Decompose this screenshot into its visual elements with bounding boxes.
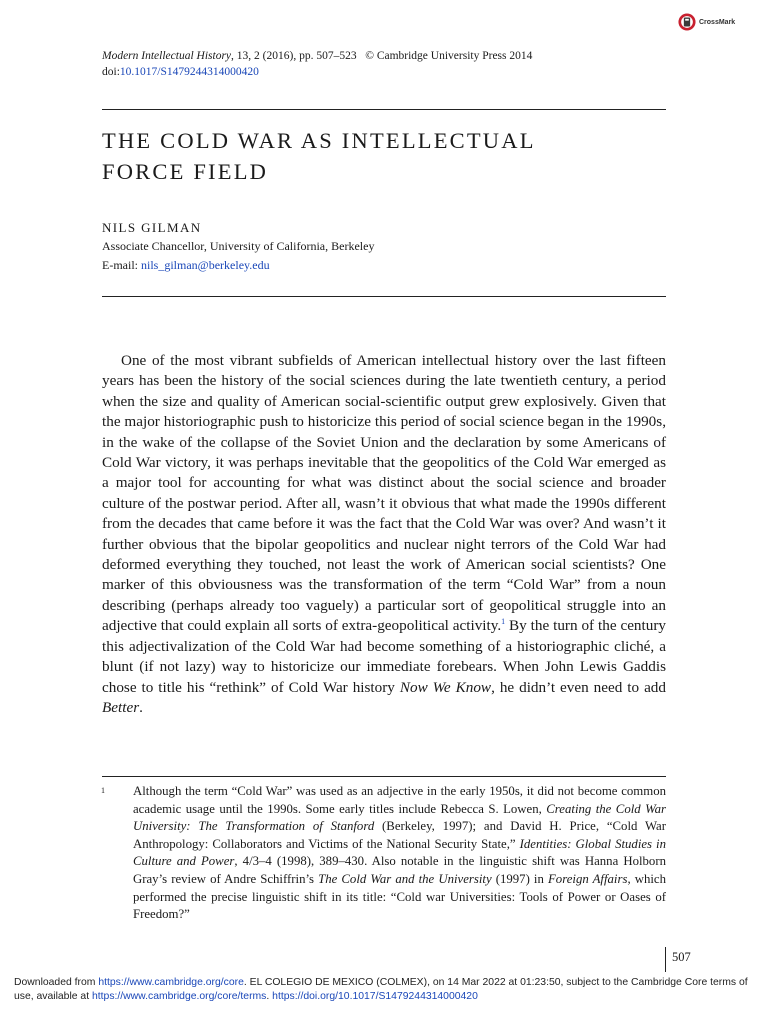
citation-details: , 13, 2 (2016), pp. 507–523 xyxy=(231,50,357,62)
footnote-text xyxy=(133,783,666,924)
download-text-3: . xyxy=(266,991,273,1002)
crossmark-label: CrossMark xyxy=(699,18,736,26)
body-text-end: . xyxy=(139,698,143,716)
title-block-rule xyxy=(102,296,666,297)
body-text-part-1: One of the most vibrant subfields of American intellectual history over the last fifteen years has been the history of the social sciences during the late twentieth century, a period when the size and quality of American social-scientific output grew explosively. Given that the major historiographic push to historicize this period of social science began in the 1990s, in the wake of the collapse of the Soviet Union and the declaration by some Americans of Cold War victory, it was perhaps inevitable that the geopolitics of the Cold War emerged as a major tool for accounting for what was distinct about the social science and broader culture of the postwar period. After all, wasn’t it obvious that what made the 1990s different from the decades that came before it was the fact that the Cold War was over? And wasn’t it further obvious that the bipolar geopolitics and nuclear night terrors of the Cold War had deformed everything they touched, not least the work of American social scientists? One marker of this obviousness was the transformation of the term “Cold War” from a noun describing (perhaps already too vaguely) a particular sort of geopolitical struggle into an adjective that could explain all sorts of extra-geopolitical activity. xyxy=(102,352,666,635)
title-line-2: FORCE FIELD xyxy=(102,159,269,184)
footnote-part-5: , which performed the precise linguistic shift in its title: “Cold war Universities: Tools of Power or Oases of Freedom?” xyxy=(133,871,666,922)
page-number-rule xyxy=(665,947,666,972)
doi-url-link[interactable]: https://doi.org/10.1017/S1479244314000420 xyxy=(272,991,478,1002)
doi-link[interactable]: 10.1017/S1479244314000420 xyxy=(119,66,259,78)
author-name: NILS GILMAN xyxy=(102,220,202,235)
footnote-part-2: (Berkeley, 1997); and David H. Price, “Cold War Anthropology: Collaborators and Victims of the National Security State,” xyxy=(133,819,666,851)
author-affiliation: Associate Chancellor, University of California, Berkeley xyxy=(102,239,375,253)
header-rule xyxy=(102,109,666,110)
body-text-part-2: By the turn of the century this adjectivalization of the Cold War had become something of a historiographic cliché, a blunt (if not lazy) way to historicize our immediate forebears. When John Lewis Gaddis chose to title his “rethink” of Cold War history xyxy=(102,617,666,696)
body-paragraph xyxy=(102,351,666,718)
download-text-1: Downloaded from xyxy=(14,977,99,988)
footnote-italic-3: The Cold War and the University xyxy=(318,871,492,886)
journal-citation xyxy=(102,48,532,64)
footnote-italic-4: Foreign Affairs xyxy=(547,871,628,886)
footnote-italic-2: Identities: Global Studies in Culture and Power xyxy=(133,836,666,869)
footnote-part-3: , 4/3–4 (1998), 389–430. Also notable in the linguistic shift was Hanna Holborn Gray’s review of Andre Schiffrin’s xyxy=(133,854,666,886)
footnote-ref-1[interactable]: 1 xyxy=(501,617,506,627)
email-label: E-mail: xyxy=(102,258,141,272)
word-better: Better xyxy=(102,698,140,716)
footnote-part-1: Although the term “Cold War” was used as an adjective in the early 1950s, it did not become common academic usage until the 1990s. Some early titles include Rebecca S. Lowen, xyxy=(133,784,666,816)
footnote-number: 1 xyxy=(101,786,105,795)
author-email-line xyxy=(102,257,270,273)
download-notice xyxy=(14,976,759,1004)
page-number: 507 xyxy=(672,950,691,964)
cambridge-core-link[interactable]: https://www.cambridge.org/core xyxy=(98,977,244,988)
email-link[interactable]: nils_gilman@berkeley.edu xyxy=(141,258,270,272)
footnote-part-4: (1997) in xyxy=(491,871,548,886)
terms-link[interactable]: https://www.cambridge.org/core/terms xyxy=(91,991,267,1002)
crossmark-icon xyxy=(678,13,696,31)
download-text-2: . EL COLEGIO DE MEXICO (COLMEX), on 14 Mar 2022 at 01:23:50, subject to the Cambridge Core terms of use, available at xyxy=(14,977,748,1002)
body-text-part-3: , he didn’t even need to add xyxy=(491,678,666,696)
copyright-notice: © Cambridge University Press 2014 xyxy=(365,50,533,62)
footnote-italic-1: Creating the Cold War University: The Transformation of Stanford xyxy=(133,801,666,834)
doi-label: doi: xyxy=(102,66,120,78)
article-title xyxy=(102,125,662,187)
book-title-now-we-know: Now We Know xyxy=(399,678,492,696)
footnote-rule xyxy=(102,776,666,777)
journal-name: Modern Intellectual History xyxy=(102,50,232,62)
doi-line xyxy=(102,64,259,80)
title-line-1: THE COLD WAR AS INTELLECTUAL xyxy=(102,128,536,153)
crossmark-badge[interactable] xyxy=(678,12,758,32)
